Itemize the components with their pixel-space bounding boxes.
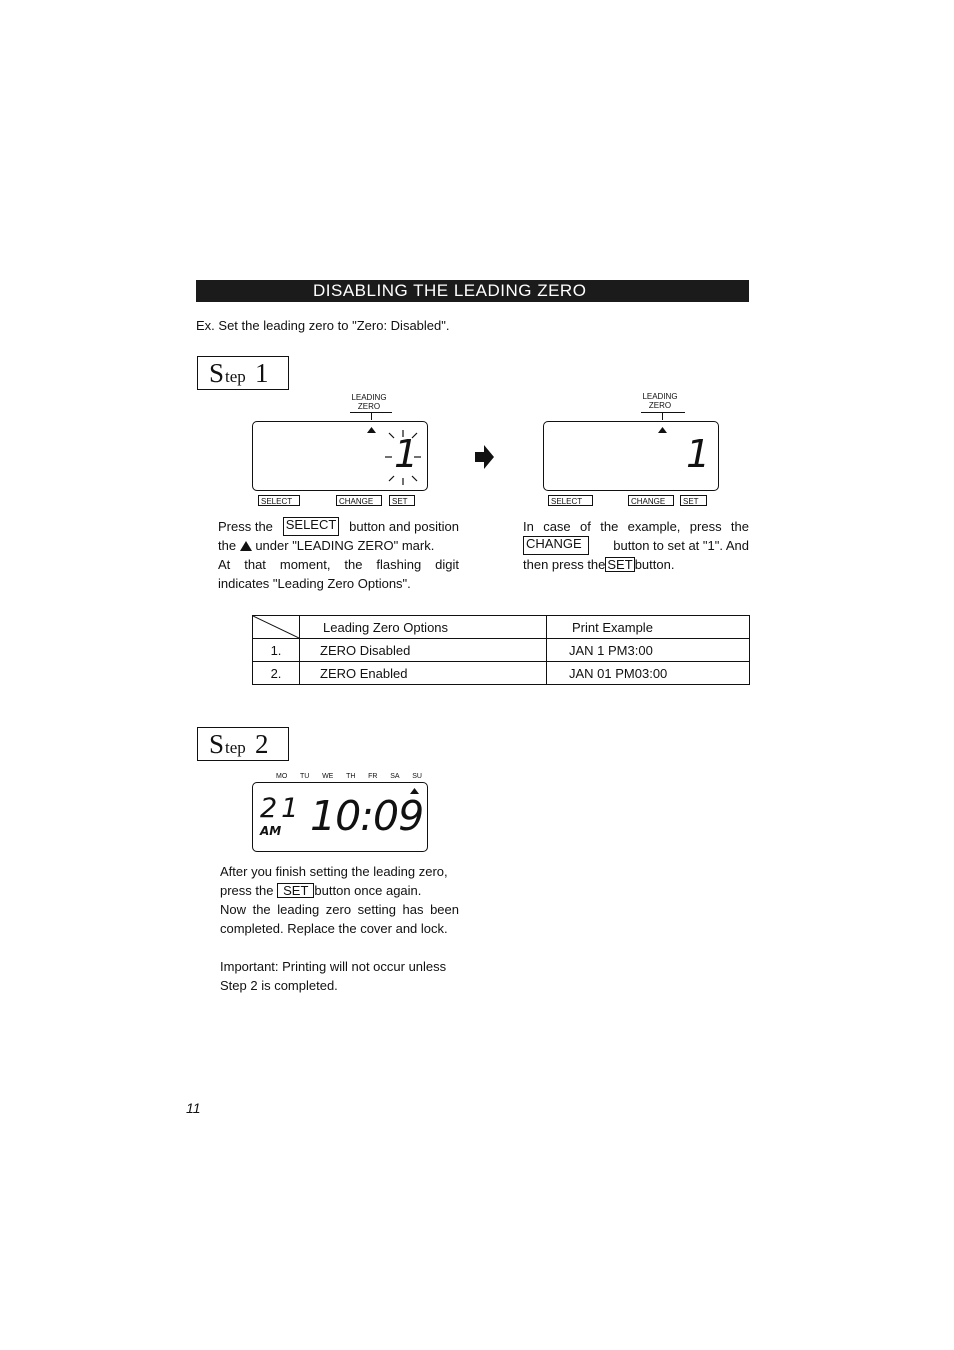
set-button-inline: SET [277,883,314,898]
set-button-inline: SET [607,557,633,572]
lcd-left-digit: 1 [394,432,419,476]
day-label: WE [322,773,334,780]
day-label: SU [412,773,422,780]
table-corner-cell [253,616,300,639]
pointer-triangle-icon [658,427,667,433]
label-tick-left [371,412,372,420]
table-header-row [253,616,750,639]
leading-zero-label-right: LEADING ZERO [642,392,678,410]
triangle-up-icon [240,541,252,551]
leading-zero-label-left: LEADING ZERO [351,393,387,411]
change-button-inline: CHANGE [523,536,589,555]
table-row [253,662,750,685]
table-header-example: Print Example [547,616,750,639]
step2-tep: tep [225,738,246,757]
set-button-right[interactable]: SET [680,495,707,506]
step2-heading [197,727,289,761]
day-label: TH [346,773,356,780]
change-button-right[interactable]: CHANGE [628,495,674,506]
step1-instructions-right: In case of the example, press the CHANGE button to set at "1". And then press the SET button. [523,519,749,572]
row-number: 2. [253,662,300,685]
page-number: 11 [186,1100,201,1116]
lcd-time: 10:09 [310,792,424,840]
day-label: SA [390,773,400,780]
set-button-left[interactable]: SET [389,495,415,506]
step2-instructions: After you finish setting the leading zero, press the SET button once again. Now the leading zero setting has been completed. Replace the cover and lock. Important: Printing will not occur unless Step 2 is completed. [220,864,459,993]
arrow-right-icon [475,445,495,469]
step2-number: 2 [255,729,269,759]
row-example: JAN 1 PM3:00 [547,639,750,662]
select-button-inline: SELECT [283,517,340,536]
label-underline-right [641,412,685,413]
leading-zero-options-table [252,615,750,685]
section-title-bar [196,280,749,302]
step2-s: S [209,729,225,759]
lcd-display-right [543,421,719,491]
select-button-right[interactable]: SELECT [548,495,593,506]
lcd-display-left [252,421,428,491]
step1-s: S [209,358,225,388]
change-button-left[interactable]: CHANGE [336,495,382,506]
pointer-triangle-icon [367,427,376,433]
row-option: ZERO Disabled [300,639,547,662]
diagonal-line-icon [253,616,299,638]
step1-heading [197,356,289,390]
label-tick-right [662,412,663,420]
row-number: 1. [253,639,300,662]
weekday-labels [276,773,422,780]
row-example: JAN 01 PM03:00 [547,662,750,685]
day-label: MO [276,773,288,780]
day-label: FR [368,773,378,780]
intro-text: Ex. Set the leading zero to "Zero: Disabled". [196,318,450,333]
table-header-options: Leading Zero Options [300,616,547,639]
step1-tep: tep [225,367,246,386]
day-label: TU [300,773,310,780]
lcd-display-clock [252,782,428,852]
select-button-left[interactable]: SELECT [258,495,300,506]
lcd-date: 21 [260,793,303,824]
section-title: DISABLING THE LEADING ZERO [313,281,587,300]
row-option: ZERO Enabled [300,662,547,685]
lcd-right-digit: 1 [686,432,711,476]
lcd-ampm: AM [260,824,282,838]
step1-number: 1 [255,358,269,388]
step1-instructions-left: Press the SELECT button and position the under "LEADING ZERO" mark. At that moment, the flashing digit indicates "Leading Zero Options". [218,517,459,591]
table-row [253,639,750,662]
